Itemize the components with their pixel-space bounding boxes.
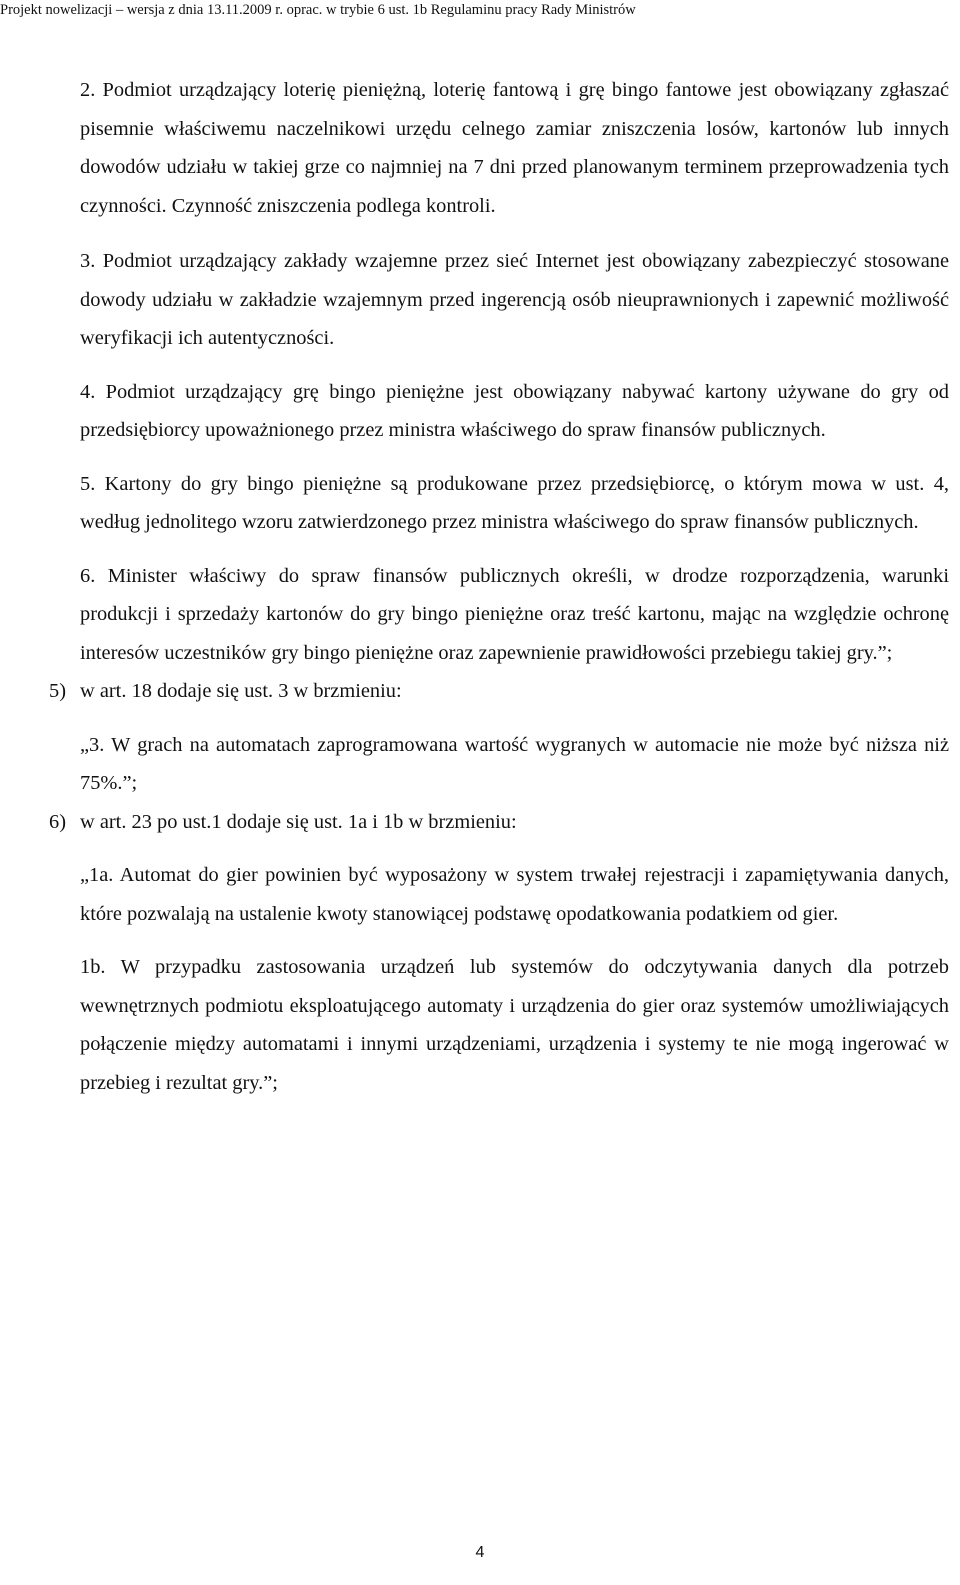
quoted-paragraph-1a: „1a. Automat do gier powinien być wyposażony w system trwałej rejestracji i zapamiętywania danych, które pozwalają na ustalenie kwoty stanowiącej podstawę opodatkowania podatkiem od gier. (80, 864, 949, 925)
document-body (0, 71, 960, 1102)
paragraph-5: 5. Kartony do gry bingo pieniężne są produkowane przez przedsiębiorcę, o którym mowa w ust. 4, według jednolitego wzoru zatwierdzonego przez ministra właściwego do spraw finansów publicznych. (80, 472, 949, 533)
list-item-6 (49, 803, 949, 842)
paragraph-3: 3. Podmiot urządzający zakłady wzajemne przez sieć Internet jest obowiązany zabezpieczyć stosowane dowody udziału w zakładzie wzajemnym przed ingerencją osób nieuprawnionych i zapewnić możliwość weryfikacji ich autentyczności. (80, 250, 949, 349)
quoted-paragraph-3: „3. W grach na automatach zaprogramowana wartość wygranych w automacie nie może być niższa niż 75%.”; (80, 733, 949, 794)
list-item-6-number: 6) (49, 810, 66, 833)
quoted-paragraph-1b: 1b. W przypadku zastosowania urządzeń lub systemów do odczytywania danych dla potrzeb wewnętrznych podmiotu eksploatującego automaty i urządzenia do gier oraz systemów umożliwiających połączenie między automatami i innymi urządzeniami, urządzenia i systemy te nie mogą ingerować w przebieg i rezultat gry.”; (80, 956, 949, 1094)
paragraph-6: 6. Minister właściwy do spraw finansów publicznych określi, w drodze rozporządzenia, warunki produkcji i sprzedaży kartonów do gry bingo pieniężne oraz treść kartonu, mając na względzie ochronę interesów uczestników gry bingo pieniężne oraz zapewnienie prawidłowości przebiegu takiej gry.”; (80, 564, 949, 664)
list-item-5-text: w art. 18 dodaje się ust. 3 w brzmieniu: (80, 680, 402, 702)
list-item-5 (49, 672, 949, 711)
page-number: 4 (475, 1544, 485, 1561)
paragraph-4: 4. Podmiot urządzający grę bingo pieniężne jest obowiązany nabywać kartony używane do gry od przedsiębiorcy upoważnionego przez ministra właściwego do spraw finansów publicznych. (80, 380, 949, 441)
list-item-5-number: 5) (49, 680, 66, 702)
document-header: Projekt nowelizacji – wersja z dnia 13.11.2009 r. oprac. w trybie 6 ust. 1b Regulaminu pracy Rady Ministrów (0, 2, 636, 18)
list-item-6-text: w art. 23 po ust.1 dodaje się ust. 1a i 1b w brzmieniu: (80, 810, 517, 833)
paragraph-2: 2. Podmiot urządzający loterię pieniężną, loterię fantową i grę bingo fantowe jest obowiązany zgłaszać pisemnie właściwemu naczelnikowi urzędu celnego zamiar zniszczenia losów, kartonów lub innych dowodów udziału w takiej grze co najmniej na 7 dni przed planowanym terminem przeprowadzenia tych czynności. Czynność zniszczenia podlega kontroli. (80, 79, 949, 217)
